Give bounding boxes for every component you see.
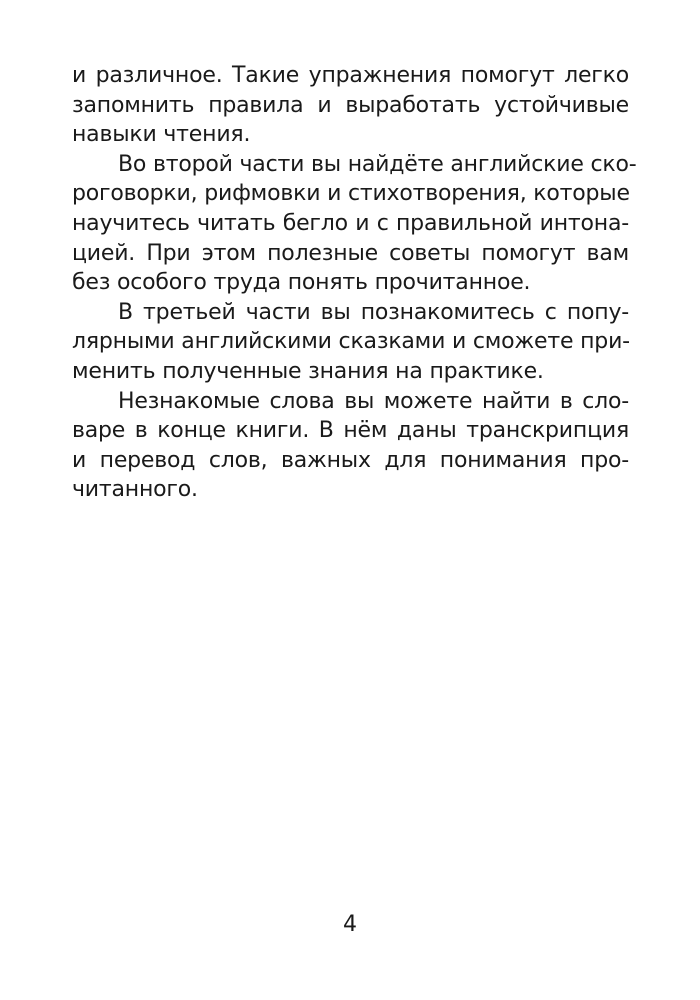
paragraph-third-part	[72, 298, 629, 387]
text-line: лярными английскими сказками и сможете при-	[72, 329, 630, 355]
text-line: роговорки, рифмовки и стихотворения, которые	[72, 181, 630, 207]
text-line: и перевод слов, важных для понимания про-	[72, 447, 629, 473]
text-line: читанного.	[72, 477, 198, 503]
body-text	[72, 61, 637, 505]
text-line: научитесь читать бегло и с правильной интона-	[72, 210, 629, 236]
text-line: Незнакомые слова вы можете найти в сло-	[118, 388, 629, 414]
text-line: без особого труда понять прочитанное.	[72, 270, 531, 296]
text-line: навыки чтения.	[72, 122, 251, 148]
paragraph-continued	[72, 61, 629, 150]
text-line: и различное. Такие упражнения помогут легко	[72, 63, 629, 88]
text-line: варе в конце книги. В нём даны транскрипция	[72, 418, 629, 444]
text-line: Во второй части вы найдёте английские ско-	[118, 151, 637, 177]
page-number: 4	[343, 912, 357, 937]
paragraph-second-part	[72, 150, 637, 298]
text-line: В третьей части вы познакомитесь с попу-	[118, 299, 629, 325]
paragraph-dictionary	[72, 387, 629, 505]
text-line: цией. При этом полезные советы помогут вам	[72, 240, 629, 266]
text-line: запомнить правила и выработать устойчивые	[72, 92, 629, 118]
text-line: менить полученные знания на практике.	[72, 358, 544, 384]
